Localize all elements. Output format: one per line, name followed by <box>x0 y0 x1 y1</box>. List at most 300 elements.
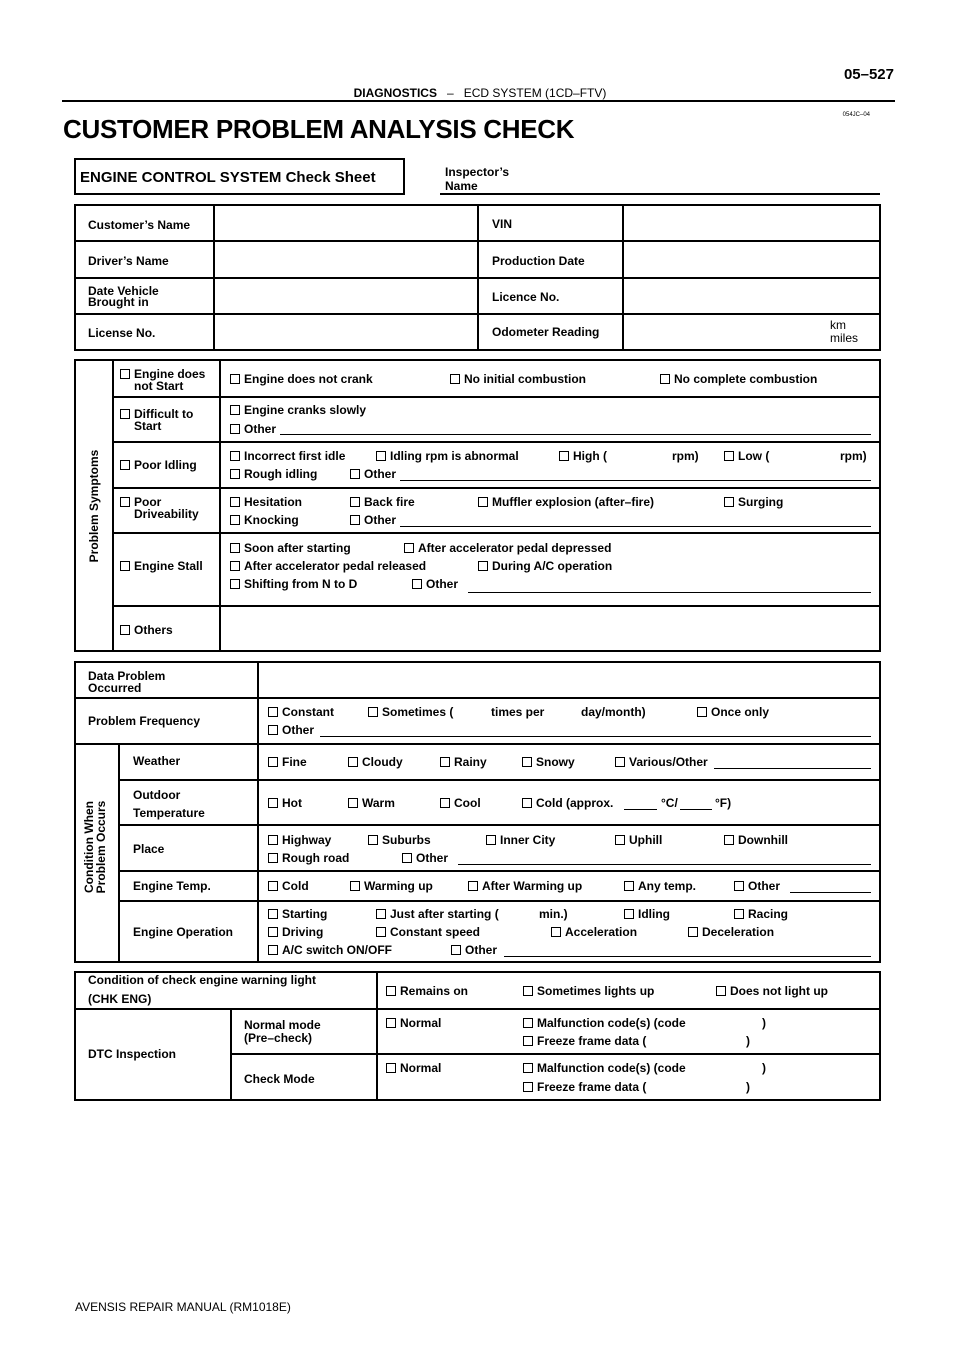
checkbox-icon[interactable] <box>376 451 386 461</box>
col-divider <box>219 359 221 652</box>
label: Back fire <box>364 495 415 509</box>
freeze-precheck-close: ) <box>746 1034 750 1048</box>
label: Other <box>282 723 315 737</box>
opt-difficult-other[interactable] <box>230 423 276 436</box>
label: Knocking <box>244 513 299 527</box>
opt-muffler-explosion[interactable] <box>478 496 654 509</box>
opt-temp-other[interactable] <box>734 880 780 893</box>
checkbox-icon[interactable] <box>450 374 460 384</box>
checkbox-icon[interactable] <box>724 497 734 507</box>
checkbox-icon[interactable] <box>451 945 461 955</box>
label-engine-operation: Engine Operation <box>133 925 234 939</box>
checkbox-icon[interactable] <box>386 1018 396 1028</box>
opt-uphill[interactable] <box>615 834 662 847</box>
opt-rough-idling[interactable] <box>230 468 317 481</box>
opt-malfunction-checkmode[interactable] <box>523 1062 686 1075</box>
label: After accelerator pedal depressed <box>418 541 612 555</box>
col-divider <box>118 743 120 963</box>
label: Cloudy <box>362 755 403 769</box>
opt-no-complete-combustion[interactable] <box>660 373 817 386</box>
opt-cranks-slowly[interactable] <box>230 404 366 417</box>
label: Difficult to <box>134 407 194 421</box>
opt-cool[interactable] <box>440 797 481 810</box>
label: Rainy <box>454 755 487 769</box>
manual-footer: AVENSIS REPAIR MANUAL (RM1018E) <box>75 1300 291 1314</box>
condition-side-label-2: Problem Occurs <box>94 800 108 894</box>
opt-incorrect-idle[interactable] <box>230 450 345 463</box>
checkbox-icon[interactable] <box>348 757 358 767</box>
checkbox-icon[interactable] <box>522 798 532 808</box>
checkbox-icon[interactable] <box>230 469 240 479</box>
checkbox-icon[interactable] <box>523 1082 533 1092</box>
checkbox-icon[interactable] <box>268 798 278 808</box>
checkbox-icon[interactable] <box>120 409 130 419</box>
label: Surging <box>738 495 784 509</box>
opt-constant[interactable] <box>268 706 334 719</box>
row-divider <box>112 605 881 607</box>
opt-fine[interactable] <box>268 756 307 769</box>
label: Freeze frame data ( <box>537 1080 647 1094</box>
label: No initial combustion <box>464 372 586 386</box>
checkbox-icon[interactable] <box>268 835 278 845</box>
checkbox-icon[interactable] <box>268 927 278 937</box>
malfunction-checkmode-close: ) <box>762 1061 766 1075</box>
opt-during-ac[interactable] <box>478 560 612 573</box>
opt-idling-abnormal[interactable] <box>376 450 519 463</box>
label: Driving <box>282 925 324 939</box>
opt-weather-various[interactable] <box>615 756 708 769</box>
opt-no-initial-combustion[interactable] <box>450 373 586 386</box>
label: Malfunction code(s) (code <box>537 1061 686 1075</box>
opt-just-after-starting[interactable] <box>376 908 499 921</box>
label: Once only <box>711 705 770 719</box>
condition-side-label <box>83 787 109 907</box>
opt-rainy[interactable] <box>440 756 487 769</box>
opt-others[interactable] <box>120 624 173 637</box>
checkbox-icon[interactable] <box>440 798 450 808</box>
checkbox-icon[interactable] <box>697 707 707 717</box>
opt-temp-cold[interactable] <box>268 880 309 893</box>
low-rpm-close: rpm) <box>840 449 867 463</box>
label: Deceleration <box>702 925 775 939</box>
checkbox-icon[interactable] <box>615 835 625 845</box>
opt-suburbs[interactable] <box>368 834 431 847</box>
subsection-name: ECD SYSTEM (1CD–FTV) <box>463 86 607 100</box>
opt-after-pedal-depressed[interactable] <box>404 542 611 555</box>
label: Cold (approx. <box>536 796 614 810</box>
label: Acceleration <box>565 925 638 939</box>
opt-racing[interactable] <box>734 908 788 921</box>
opt-malfunction-precheck[interactable] <box>523 1017 686 1030</box>
checkbox-icon[interactable] <box>350 497 360 507</box>
label: Others <box>134 623 173 637</box>
stall-other-line[interactable] <box>468 592 871 593</box>
opt-warm[interactable] <box>348 797 395 810</box>
checkbox-icon[interactable] <box>734 881 744 891</box>
section-dash: – <box>446 86 454 100</box>
header-rule <box>62 100 895 102</box>
opt-shifting-n-d[interactable] <box>230 578 357 591</box>
checkbox-icon[interactable] <box>386 986 396 996</box>
label-data-problem-2: Occurred <box>88 681 142 695</box>
label-engine-temp: Engine Temp. <box>133 879 211 893</box>
label-outdoor-2: Temperature <box>133 806 205 820</box>
row-divider <box>112 487 881 489</box>
label-customer-name: Customer’s Name <box>88 218 191 232</box>
label: Rough road <box>282 851 350 865</box>
checkbox-icon[interactable] <box>724 835 734 845</box>
checkbox-icon[interactable] <box>368 835 378 845</box>
opt-highway[interactable] <box>268 834 331 847</box>
opt-hot[interactable] <box>268 797 302 810</box>
checkbox-icon[interactable] <box>615 757 625 767</box>
opt-cold[interactable] <box>522 797 613 810</box>
temp-other-line[interactable] <box>790 892 871 893</box>
label: Idling <box>638 907 670 921</box>
checkbox-icon[interactable] <box>724 451 734 461</box>
label: Inner City <box>500 833 556 847</box>
unit-km: km <box>830 318 846 332</box>
col-divider <box>213 204 215 351</box>
label: Soon after starting <box>244 541 351 555</box>
row-divider <box>118 900 881 902</box>
checkbox-icon[interactable] <box>522 757 532 767</box>
label: Fine <box>282 755 307 769</box>
opt-inner-city[interactable] <box>486 834 555 847</box>
label: Other <box>364 513 397 527</box>
label: Malfunction code(s) (code <box>537 1016 686 1030</box>
checkbox-icon[interactable] <box>230 515 240 525</box>
checkbox-icon[interactable] <box>478 497 488 507</box>
label: Engine Stall <box>134 559 203 573</box>
label: Poor Idling <box>134 458 197 472</box>
opt-rough-road[interactable] <box>268 852 349 865</box>
checkbox-icon[interactable] <box>230 374 240 384</box>
label: Freeze frame data ( <box>537 1034 647 1048</box>
opt-downhill[interactable] <box>724 834 788 847</box>
row-divider <box>118 824 881 826</box>
label: Constant <box>282 705 334 719</box>
label-outdoor-1: Outdoor <box>133 788 181 802</box>
label: Poor <box>134 495 162 509</box>
label: Other <box>748 879 781 893</box>
checkbox-icon[interactable] <box>230 405 240 415</box>
label-times-per: times per <box>491 705 545 719</box>
label: Just after starting ( <box>390 907 499 921</box>
label-licence-no: Licence No. <box>492 290 560 304</box>
opt-cloudy[interactable] <box>348 756 403 769</box>
row-divider <box>74 1008 881 1010</box>
opt-poor-idling[interactable] <box>120 459 197 472</box>
inspector-label-2: Name <box>445 179 478 193</box>
checkbox-icon[interactable] <box>376 909 386 919</box>
label: Snowy <box>536 755 575 769</box>
opt-no-crank[interactable] <box>230 373 373 386</box>
label: Cold <box>282 879 309 893</box>
celsius-line[interactable] <box>624 809 657 810</box>
opt-acceleration[interactable] <box>551 926 637 939</box>
opt-deceleration[interactable] <box>688 926 774 939</box>
label-production-date: Production Date <box>492 254 585 268</box>
label-day-month: day/month) <box>581 705 646 719</box>
label: A/C switch ON/OFF <box>282 943 393 957</box>
checkbox-icon[interactable] <box>523 1063 533 1073</box>
checkbox-icon[interactable] <box>440 757 450 767</box>
high-rpm-close: rpm) <box>672 449 699 463</box>
label-driver-name: Driver’s Name <box>88 254 169 268</box>
label-normal-mode-2: (Pre–check) <box>244 1031 313 1045</box>
opt-idling[interactable] <box>624 908 670 921</box>
freeze-checkmode-close: ) <box>746 1080 750 1094</box>
row-divider <box>118 870 881 872</box>
label: Muffler explosion (after–fire) <box>492 495 655 509</box>
row-divider <box>118 779 881 781</box>
label: Normal <box>400 1016 442 1030</box>
checkbox-icon[interactable] <box>402 853 412 863</box>
label: Engine cranks slowly <box>244 403 367 417</box>
label-deg-f: °F) <box>715 796 732 810</box>
label: Low ( <box>738 449 770 463</box>
section-name: DIAGNOSTICS <box>353 86 437 100</box>
inspector-label-1: Inspector’s <box>445 165 510 179</box>
label: Cool <box>454 796 481 810</box>
col-divider <box>622 204 624 351</box>
label: Sometimes lights up <box>537 984 655 998</box>
col-divider <box>257 661 259 963</box>
label-odometer: Odometer Reading <box>492 325 600 339</box>
fahrenheit-line[interactable] <box>680 809 712 810</box>
label: During A/C operation <box>492 559 613 573</box>
opt-idle-low[interactable] <box>724 450 769 463</box>
row-divider <box>112 532 881 534</box>
label: Sometimes ( <box>382 705 454 719</box>
opt-drive-other[interactable] <box>350 514 396 527</box>
section-header <box>0 86 960 100</box>
label: After accelerator pedal released <box>244 559 427 573</box>
checkbox-icon[interactable] <box>660 374 670 384</box>
opt-ac-switch[interactable] <box>268 944 392 957</box>
checkbox-icon[interactable] <box>120 497 130 507</box>
checkbox-icon[interactable] <box>230 497 240 507</box>
checkbox-icon[interactable] <box>523 986 533 996</box>
label-no-start-2: not Start <box>134 379 184 393</box>
label-place: Place <box>133 842 165 856</box>
label: Shifting from N to D <box>244 577 358 591</box>
opt-operation-other[interactable] <box>451 944 497 957</box>
checkbox-icon[interactable] <box>551 927 561 937</box>
label: Starting <box>282 907 328 921</box>
label: Constant speed <box>390 925 481 939</box>
label: Other <box>244 422 277 436</box>
opt-freeze-precheck[interactable] <box>523 1035 646 1048</box>
label-poor-drive-2: Driveability <box>134 507 199 521</box>
label-vin: VIN <box>492 217 513 231</box>
checkbox-icon[interactable] <box>559 451 569 461</box>
opt-back-fire[interactable] <box>350 496 415 509</box>
checkbox-icon[interactable] <box>523 1018 533 1028</box>
label: Rough idling <box>244 467 318 481</box>
label: Downhill <box>738 833 788 847</box>
checkbox-icon[interactable] <box>376 927 386 937</box>
checkbox-icon[interactable] <box>348 798 358 808</box>
label-problem-frequency: Problem Frequency <box>88 714 201 728</box>
opt-remains-on[interactable] <box>386 985 468 998</box>
col-divider <box>112 359 114 652</box>
label: Any temp. <box>638 879 697 893</box>
checkbox-icon[interactable] <box>688 927 698 937</box>
checkbox-icon[interactable] <box>368 707 378 717</box>
checkbox-icon[interactable] <box>350 515 360 525</box>
problem-symptoms-side-label: Problem Symptoms <box>87 449 101 563</box>
label-weather: Weather <box>133 754 181 768</box>
row-divider <box>74 743 881 745</box>
opt-does-not-light[interactable] <box>716 985 828 998</box>
label: After Warming up <box>482 879 583 893</box>
opt-any-temp[interactable] <box>624 880 696 893</box>
opt-warming-up[interactable] <box>350 880 433 893</box>
checkbox-icon[interactable] <box>230 579 240 589</box>
row-divider <box>112 396 881 398</box>
drive-other-line[interactable] <box>400 526 871 527</box>
checkbox-icon[interactable] <box>268 853 278 863</box>
col-divider <box>477 204 479 351</box>
page-number: 05–527 <box>843 66 894 83</box>
checkbox-icon[interactable] <box>468 881 478 891</box>
idling-other-line[interactable] <box>400 480 871 481</box>
label-data-problem-1: Data Problem <box>88 669 166 683</box>
checkbox-icon[interactable] <box>268 707 278 717</box>
label: Hot <box>282 796 302 810</box>
place-other-line[interactable] <box>458 864 871 865</box>
checkbox-icon[interactable] <box>268 725 278 735</box>
label-check-mode: Check Mode <box>244 1072 315 1086</box>
label-difficult-2: Start <box>134 419 162 433</box>
col-divider <box>230 1008 232 1101</box>
label: Remains on <box>400 984 469 998</box>
checkbox-icon[interactable] <box>120 625 130 635</box>
label: Engine does <box>134 367 206 381</box>
checkbox-icon[interactable] <box>268 945 278 955</box>
opt-soon-after-starting[interactable] <box>230 542 351 555</box>
checkbox-icon[interactable] <box>350 881 360 891</box>
checkbox-icon[interactable] <box>478 561 488 571</box>
weather-other-line[interactable] <box>714 768 871 769</box>
label: Racing <box>748 907 789 921</box>
frequency-other-line[interactable] <box>320 736 871 737</box>
opt-after-warming[interactable] <box>468 880 582 893</box>
opt-freeze-checkmode[interactable] <box>523 1081 646 1094</box>
difficult-other-line[interactable] <box>280 434 871 435</box>
label-date-vehicle-1: Date Vehicle <box>88 284 159 298</box>
checkbox-icon[interactable] <box>268 909 278 919</box>
malfunction-precheck-close: ) <box>762 1016 766 1030</box>
opt-constant-speed[interactable] <box>376 926 480 939</box>
label-dtc-inspection: DTC Inspection <box>88 1047 177 1061</box>
operation-other-line[interactable] <box>504 956 871 957</box>
label: Engine does not crank <box>244 372 373 386</box>
opt-stall-other[interactable] <box>412 578 458 591</box>
opt-sometimes[interactable] <box>368 706 453 719</box>
opt-hesitation[interactable] <box>230 496 302 509</box>
page-title: CUSTOMER PROBLEM ANALYSIS CHECK <box>63 114 575 144</box>
label: Normal <box>400 1061 442 1075</box>
label-min: min.) <box>539 907 568 921</box>
label-date-vehicle-2: Brought in <box>88 295 149 309</box>
checkbox-icon[interactable] <box>230 561 240 571</box>
opt-once-only[interactable] <box>697 706 769 719</box>
label: Idling rpm is abnormal <box>390 449 519 463</box>
checkbox-icon[interactable] <box>716 986 726 996</box>
condition-side-label-1: Condition When <box>82 801 96 893</box>
checkbox-icon[interactable] <box>268 757 278 767</box>
opt-sometimes-lights[interactable] <box>523 985 654 998</box>
label-deg-c: °C/ <box>661 796 678 810</box>
opt-normal-checkmode[interactable] <box>386 1062 441 1075</box>
reference-code: 054JC–04 <box>842 112 870 118</box>
opt-normal-precheck[interactable] <box>386 1017 441 1030</box>
row-divider <box>230 1053 881 1055</box>
label: Highway <box>282 833 332 847</box>
opt-place-other[interactable] <box>402 852 448 865</box>
label: Hesitation <box>244 495 303 509</box>
checkbox-icon[interactable] <box>230 424 240 434</box>
checkbox-icon[interactable] <box>120 369 130 379</box>
opt-idle-high[interactable] <box>559 450 607 463</box>
opt-surging[interactable] <box>724 496 783 509</box>
checkbox-icon[interactable] <box>412 579 422 589</box>
col-divider <box>376 971 378 1101</box>
label: Does not light up <box>730 984 828 998</box>
checkbox-icon[interactable] <box>404 543 414 553</box>
opt-after-pedal-released[interactable] <box>230 560 426 573</box>
checkbox-icon[interactable] <box>230 451 240 461</box>
opt-knocking[interactable] <box>230 514 299 527</box>
label: High ( <box>573 449 607 463</box>
opt-frequency-other[interactable] <box>268 724 314 737</box>
checkbox-icon[interactable] <box>624 909 634 919</box>
opt-snowy[interactable] <box>522 756 575 769</box>
label: Suburbs <box>382 833 431 847</box>
label-license-no: License No. <box>88 326 156 340</box>
label: Warm <box>362 796 395 810</box>
label: Various/Other <box>629 755 708 769</box>
opt-idling-other[interactable] <box>350 468 396 481</box>
opt-driving[interactable] <box>268 926 323 939</box>
checkbox-icon[interactable] <box>350 469 360 479</box>
checkbox-icon[interactable] <box>120 561 130 571</box>
checkbox-icon[interactable] <box>268 881 278 891</box>
unit-miles: miles <box>830 331 859 345</box>
label-normal-mode-1: Normal mode <box>244 1018 321 1032</box>
label: Warming up <box>364 879 433 893</box>
checkbox-icon[interactable] <box>734 909 744 919</box>
opt-engine-stall[interactable] <box>120 560 203 573</box>
label-warning-light-1: Condition of check engine warning light <box>88 973 316 987</box>
checkbox-icon[interactable] <box>486 835 496 845</box>
checkbox-icon[interactable] <box>386 1063 396 1073</box>
row-divider <box>74 697 881 699</box>
label: Other <box>426 577 459 591</box>
checkbox-icon[interactable] <box>230 543 240 553</box>
sheet-title: ENGINE CONTROL SYSTEM Check Sheet <box>80 169 376 186</box>
label: No complete combustion <box>674 372 818 386</box>
checkbox-icon[interactable] <box>624 881 634 891</box>
label: Other <box>416 851 449 865</box>
checkbox-icon[interactable] <box>120 460 130 470</box>
label-warning-light-2: (CHK ENG) <box>88 992 152 1006</box>
opt-starting[interactable] <box>268 908 327 921</box>
checkbox-icon[interactable] <box>523 1036 533 1046</box>
